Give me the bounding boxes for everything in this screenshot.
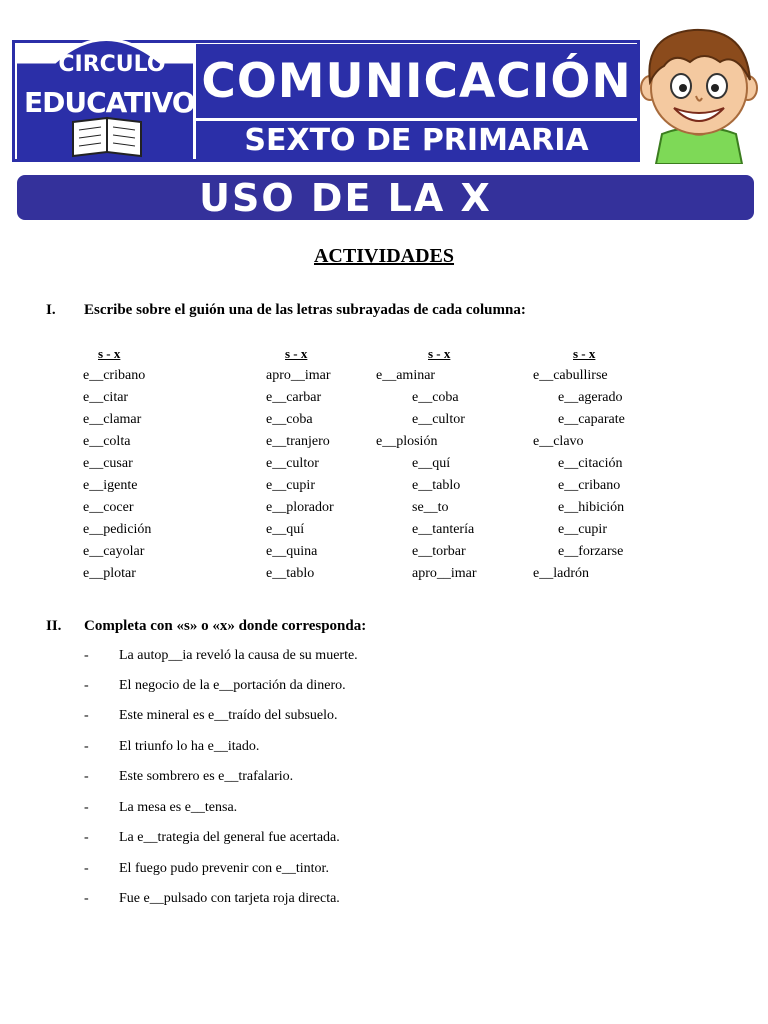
logo-line2: EDUCATIVO [24,86,195,119]
word-item: e__coba [412,390,459,405]
sentence-item: El negocio de la e__portación da dinero. [119,678,346,693]
logo-line1: CIRCULO [58,52,166,77]
word-item: apro__imar [266,368,331,383]
word-item: e__forzarse [558,544,624,559]
word-item: e__cayolar [83,544,145,559]
grade-title: SEXTO DE PRIMARIA [196,121,637,159]
word-item: e__ladrón [533,566,589,581]
word-item: e__citar [83,390,129,405]
list-dash: - [84,648,89,663]
list-dash: - [84,739,89,754]
word-item: e__pedición [83,522,152,537]
list-dash: - [84,769,89,784]
word-item: e__plorador [266,500,334,515]
section1-instruction: Escribe sobre el guión una de las letras subrayadas de cada columna: [84,302,526,318]
activities-heading: ACTIVIDADES [313,245,455,267]
word-item: e__citación [558,456,623,471]
word-item: e__tantería [412,522,475,537]
word-item: e__cultor [266,456,319,471]
section1-number: I. [46,302,56,318]
sentence-item: El fuego pudo prevenir con e__tintor. [119,861,329,876]
word-item: e__cultor [412,412,465,427]
word-item: e__quí [412,456,451,471]
word-item: apro__imar [412,566,477,581]
list-dash: - [84,678,89,693]
sentence-item: La autop__ia reveló la causa de su muerte. [119,648,358,663]
column1-header: s - x [98,346,121,361]
word-item: e__quina [266,544,318,559]
word-item: e__carbar [266,390,322,405]
word-item: e__aminar [376,368,436,383]
word-item: e__torbar [412,544,466,559]
column4-header: s - x [573,346,596,361]
column2-header: s - x [285,346,308,361]
word-item: e__cusar [83,456,133,471]
word-item: e__clavo [533,434,584,449]
list-dash: - [84,830,89,845]
word-item: e__cribano [558,478,621,493]
word-item: e__tablo [266,566,315,581]
word-item: se__to [412,500,449,515]
word-item: e__hibición [558,500,625,515]
list-dash: - [84,708,89,723]
word-item: e__quí [266,522,305,537]
word-item: e__tablo [412,478,461,493]
section2-instruction: Completa con «s» o «x» donde corresponda: [84,618,367,634]
sentence-item: La e__trategia del general fue acertada. [119,830,340,845]
word-item: e__coba [266,412,313,427]
word-item: e__tranjero [266,434,330,449]
list-dash: - [84,861,89,876]
list-dash: - [84,891,89,906]
sentence-item: El triunfo lo ha e__itado. [119,739,260,754]
word-item: e__cupir [266,478,315,493]
sentence-item: La mesa es e__tensa. [119,800,238,815]
word-item: e__colta [83,434,131,449]
word-item: e__plosión [376,434,438,449]
cartoon-boy-icon [634,22,764,164]
topic-title-bar: USO DE LA X [17,175,754,220]
word-item: e__clamar [83,412,142,427]
sentence-item: Este mineral es e__traído del subsuelo. [119,708,338,723]
sentence-item: Este sombrero es e__trafalario. [119,769,294,784]
word-item: e__igente [83,478,138,493]
word-item: e__cabullirse [533,368,608,383]
word-item: e__plotar [83,566,136,581]
word-item: e__cribano [83,368,146,383]
word-item: e__cocer [83,500,134,515]
word-item: e__cupir [558,522,607,537]
column3-header: s - x [428,346,451,361]
list-dash: - [84,800,89,815]
sentence-item: Fue e__pulsado con tarjeta roja directa. [119,891,340,906]
subject-title: COMUNICACIÓN [196,44,637,118]
word-item: e__caparate [558,412,625,427]
word-item: e__agerado [558,390,623,405]
section2-number: II. [46,618,62,634]
